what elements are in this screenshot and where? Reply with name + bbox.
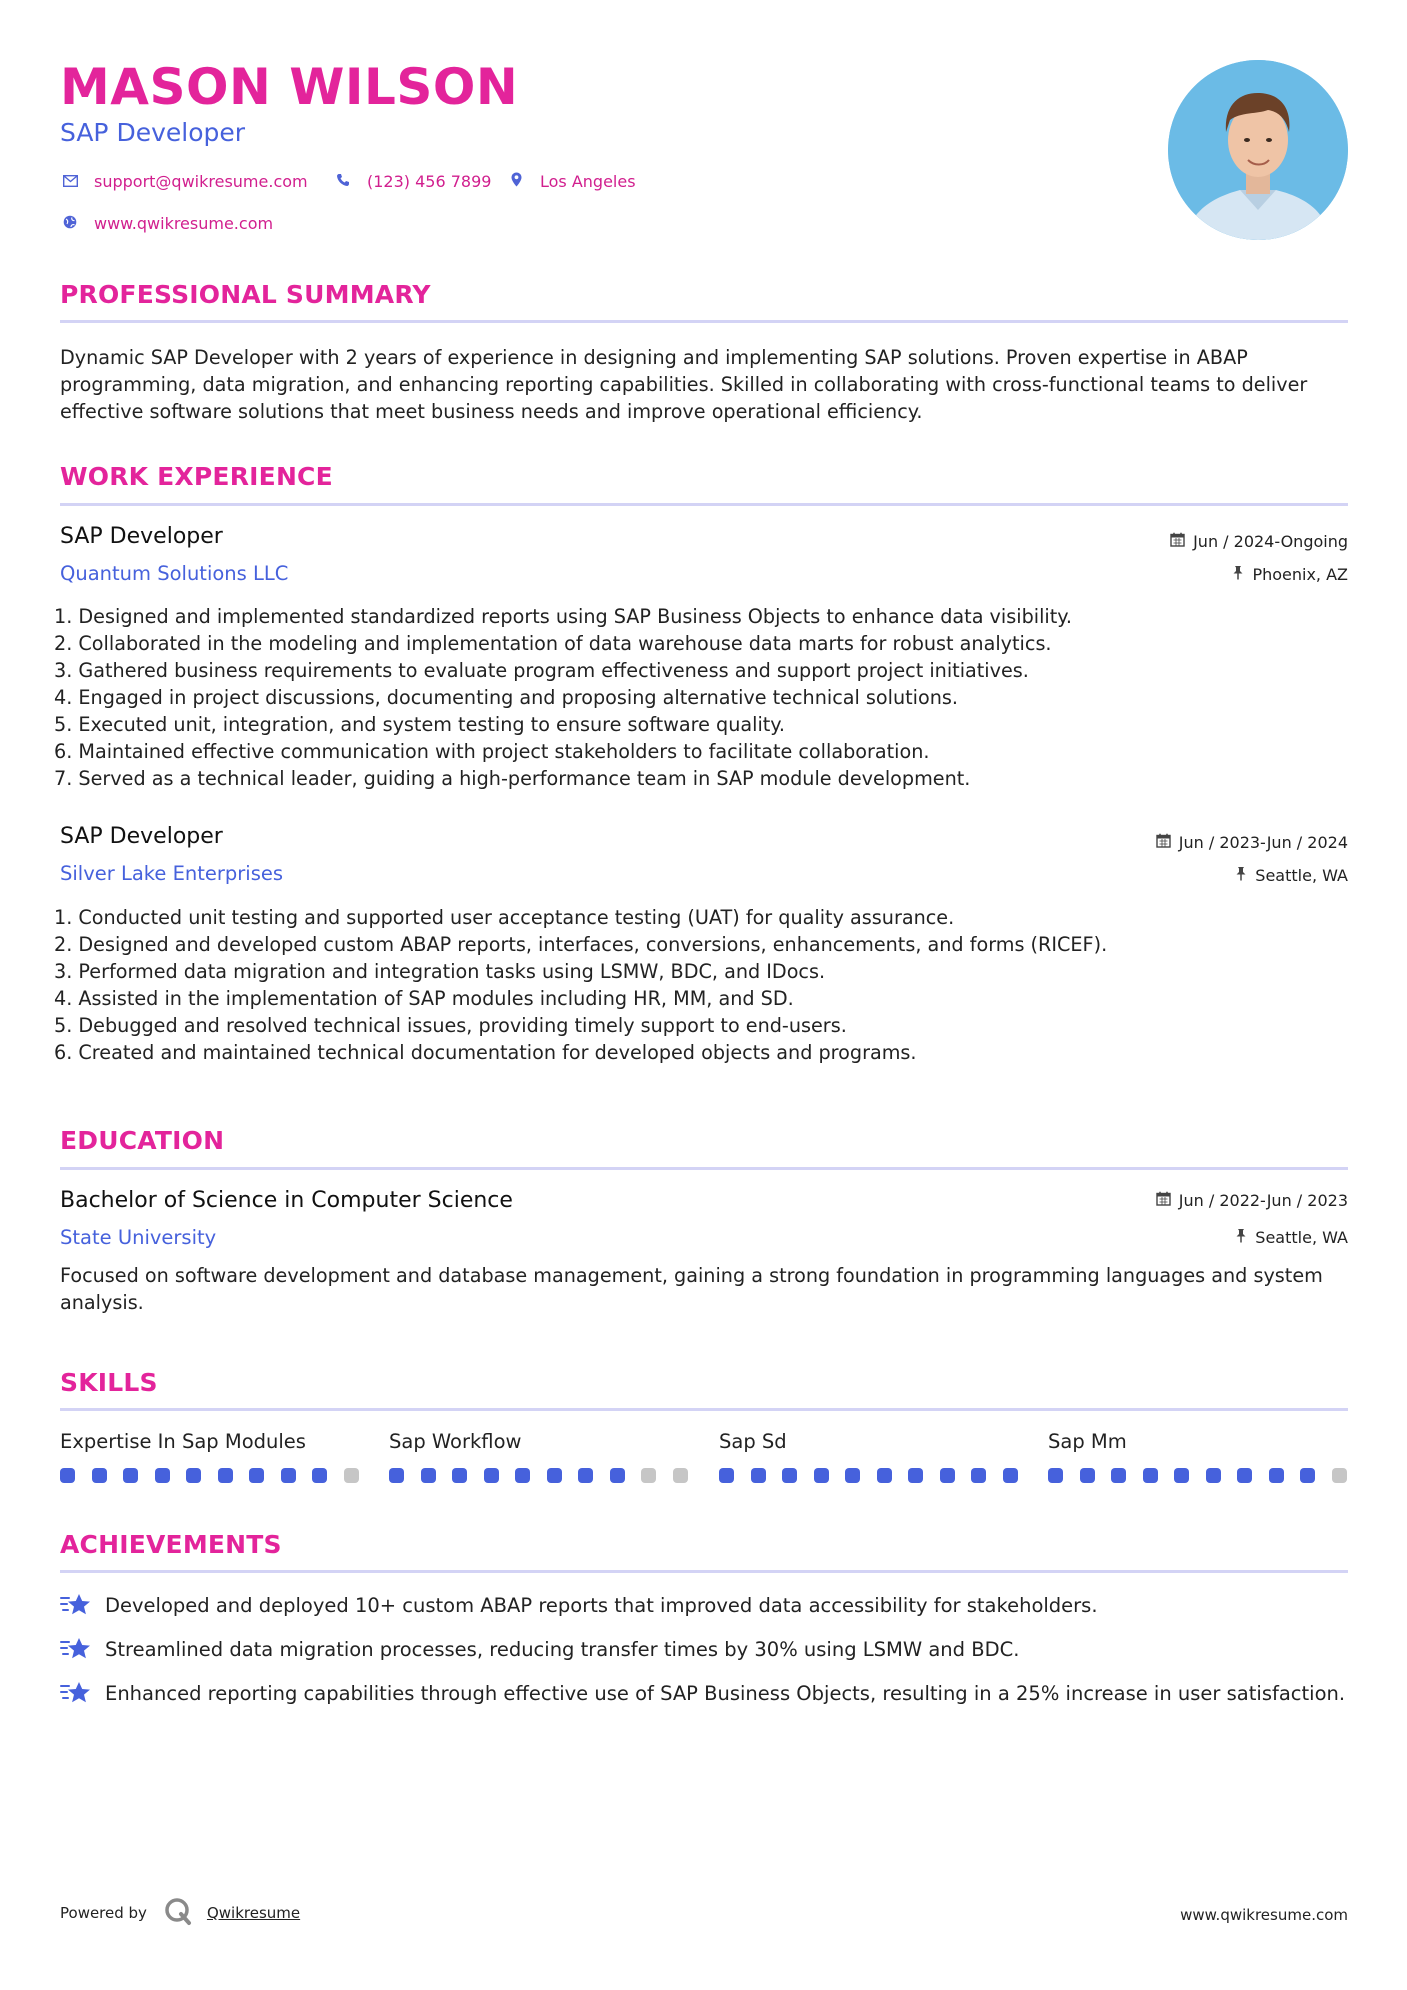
location-text: Los Angeles	[540, 172, 636, 191]
job-location	[1235, 866, 1348, 885]
summary-divider	[60, 320, 1348, 323]
skill-dot-filled	[1080, 1468, 1095, 1483]
achievement-item	[60, 1592, 1350, 1619]
phone-icon	[333, 173, 353, 191]
skill-dot-filled	[719, 1468, 734, 1483]
skill-rating	[1048, 1468, 1363, 1483]
email-text: support@qwikresume.com	[94, 172, 308, 191]
skill-rating	[60, 1468, 375, 1483]
pushpin-icon	[1235, 1228, 1247, 1247]
job-title: SAP Developer	[60, 824, 223, 849]
education-dates	[1156, 1191, 1348, 1210]
skill-dot-filled	[814, 1468, 829, 1483]
skill-dot-filled	[610, 1468, 625, 1483]
profile-photo	[1168, 60, 1348, 240]
skill-dot-empty	[641, 1468, 656, 1483]
job-bullets	[54, 603, 1354, 792]
achievements-divider	[60, 1570, 1348, 1573]
education-location	[1235, 1228, 1348, 1247]
job-location-text: Seattle, WA	[1255, 866, 1348, 885]
candidate-title: SAP Developer	[60, 118, 246, 147]
achievement-text: Enhanced reporting capabilities through effective use of SAP Business Objects, resulting in a 25% increase in user satisfaction.	[105, 1682, 1346, 1705]
experience-divider	[60, 503, 1348, 506]
list-item: 2. Designed and developed custom ABAP reports, interfaces, conversions, enhancements, and forms (RICEF).	[54, 933, 1108, 956]
phone-text: (123) 456 7899	[367, 172, 492, 191]
achievement-item	[60, 1636, 1350, 1663]
skill-name: Sap Sd	[719, 1430, 787, 1453]
skill-dot-filled	[578, 1468, 593, 1483]
footer-website[interactable]: www.qwikresume.com	[1180, 1906, 1348, 1924]
skill-dot-filled	[547, 1468, 562, 1483]
list-item: 4. Engaged in project discussions, documenting and proposing alternative technical solutions.	[54, 686, 959, 709]
contact-website[interactable]	[60, 214, 273, 233]
skill-rating	[389, 1468, 704, 1483]
skill-dot-filled	[249, 1468, 264, 1483]
skill-dot-filled	[1174, 1468, 1189, 1483]
skill-dot-empty	[344, 1468, 359, 1483]
company-name: Silver Lake Enterprises	[60, 862, 284, 885]
skill-dot-filled	[60, 1468, 75, 1483]
contact-phone[interactable]	[333, 172, 491, 191]
job-location-text: Phoenix, AZ	[1252, 565, 1348, 584]
list-item: 5. Executed unit, integration, and system testing to ensure software quality.	[54, 713, 786, 736]
list-item: 7. Served as a technical leader, guiding a high-performance team in SAP module development.	[54, 767, 971, 790]
footer-powered-by	[60, 1896, 300, 1930]
job-dates-text: Jun / 2023-Jun / 2024	[1178, 833, 1348, 852]
skill-dot-filled	[123, 1468, 138, 1483]
list-item: 5. Debugged and resolved technical issues, providing timely support to end-users.	[54, 1014, 847, 1037]
achievements-heading: ACHIEVEMENTS	[60, 1530, 282, 1559]
skill-dot-filled	[484, 1468, 499, 1483]
job-title: SAP Developer	[60, 524, 223, 549]
education-dates-text: Jun / 2022-Jun / 2023	[1178, 1191, 1348, 1210]
skill-dot-filled	[1206, 1468, 1221, 1483]
degree-title: Bachelor of Science in Computer Science	[60, 1188, 513, 1213]
powered-by-label: Powered by	[60, 1904, 147, 1922]
calendar-icon	[1156, 833, 1171, 852]
skill-dot-empty	[673, 1468, 688, 1483]
skill-name: Expertise In Sap Modules	[60, 1430, 306, 1453]
achievement-text: Streamlined data migration processes, reducing transfer times by 30% using LSMW and BDC.	[105, 1638, 1020, 1661]
skill-name: Sap Workflow	[389, 1430, 522, 1453]
skill-dot-filled	[908, 1468, 923, 1483]
skill-dot-filled	[1003, 1468, 1018, 1483]
skills-divider	[60, 1408, 1348, 1411]
website-text: www.qwikresume.com	[94, 214, 274, 233]
calendar-icon	[1156, 1191, 1171, 1210]
skill-dot-filled	[515, 1468, 530, 1483]
contact-email[interactable]	[60, 172, 308, 191]
skill-dot-filled	[845, 1468, 860, 1483]
education-divider	[60, 1167, 1348, 1170]
skill-dot-filled	[1269, 1468, 1284, 1483]
skill-dot-filled	[312, 1468, 327, 1483]
skill-dot-filled	[1237, 1468, 1252, 1483]
qwikresume-logo-icon	[163, 1896, 193, 1930]
skill-rating	[719, 1468, 1034, 1483]
list-item: 6. Maintained effective communication with project stakeholders to facilitate collaboration.	[54, 740, 930, 763]
job-dates	[1156, 833, 1348, 852]
education-location-text: Seattle, WA	[1255, 1228, 1348, 1247]
job-dates-text: Jun / 2024-Ongoing	[1193, 532, 1348, 551]
star-icon	[60, 1636, 92, 1662]
skill-dot-filled	[281, 1468, 296, 1483]
skill-dot-filled	[751, 1468, 766, 1483]
qwikresume-link[interactable]: Qwikresume	[206, 1904, 301, 1922]
company-name: Quantum Solutions LLC	[60, 562, 289, 585]
skill-dot-filled	[389, 1468, 404, 1483]
school-name: State University	[60, 1226, 217, 1249]
list-item: 3. Performed data migration and integration tasks using LSMW, BDC, and IDocs.	[54, 960, 826, 983]
candidate-name: MASON WILSON	[60, 58, 519, 116]
skill-name: Sap Mm	[1048, 1430, 1127, 1453]
skill-dot-filled	[971, 1468, 986, 1483]
achievement-item	[60, 1680, 1350, 1707]
education-description: Focused on software development and database management, gaining a strong foundation in programming languages and system analysis.	[60, 1264, 1323, 1314]
list-item: 1. Conducted unit testing and supported user acceptance testing (UAT) for quality assurance.	[54, 906, 955, 929]
list-item: 4. Assisted in the implementation of SAP modules including HR, MM, and SD.	[54, 987, 794, 1010]
job-bullets	[54, 904, 1354, 1066]
skill-dot-filled	[421, 1468, 436, 1483]
skill-dot-filled	[1300, 1468, 1315, 1483]
list-item: 2. Collaborated in the modeling and implementation of data warehouse data marts for robust analytics.	[54, 632, 1052, 655]
globe-icon	[60, 215, 80, 233]
map-pin-icon	[506, 172, 526, 191]
skill-dot-filled	[782, 1468, 797, 1483]
skill-dot-filled	[877, 1468, 892, 1483]
achievement-text: Developed and deployed 10+ custom ABAP reports that improved data accessibility for stakeholders.	[105, 1594, 1098, 1617]
education-heading: EDUCATION	[60, 1126, 225, 1155]
skill-dot-filled	[92, 1468, 107, 1483]
summary-heading: PROFESSIONAL SUMMARY	[60, 280, 431, 309]
job-location	[1232, 565, 1348, 584]
star-icon	[60, 1680, 92, 1706]
summary-text: Dynamic SAP Developer with 2 years of experience in designing and implementing SAP solutions. Proven expertise in ABAP programming, data migration, and enhancing reporting capabilities. Skilled in collaborating with cross-functional teams to deliver effective software solutions that meet business needs and improve operational efficiency.	[60, 346, 1308, 423]
skill-dot-filled	[218, 1468, 233, 1483]
contact-location	[506, 172, 636, 191]
skill-dot-empty	[1332, 1468, 1347, 1483]
calendar-icon	[1170, 532, 1185, 551]
list-item: 6. Created and maintained technical documentation for developed objects and programs.	[54, 1041, 917, 1064]
pushpin-icon	[1232, 565, 1244, 584]
envelope-icon	[60, 173, 80, 191]
skill-dot-filled	[940, 1468, 955, 1483]
skill-dot-filled	[452, 1468, 467, 1483]
job-dates	[1170, 532, 1348, 551]
skill-dot-filled	[1143, 1468, 1158, 1483]
skill-dot-filled	[186, 1468, 201, 1483]
skills-heading: SKILLS	[60, 1368, 158, 1397]
pushpin-icon	[1235, 866, 1247, 885]
skill-dot-filled	[1048, 1468, 1063, 1483]
star-icon	[60, 1592, 92, 1618]
skill-dot-filled	[155, 1468, 170, 1483]
experience-heading: WORK EXPERIENCE	[60, 462, 333, 491]
skill-dot-filled	[1111, 1468, 1126, 1483]
list-item: 3. Gathered business requirements to evaluate program effectiveness and support project initiatives.	[54, 659, 1029, 682]
list-item: 1. Designed and implemented standardized reports using SAP Business Objects to enhance data visibility.	[54, 605, 1072, 628]
